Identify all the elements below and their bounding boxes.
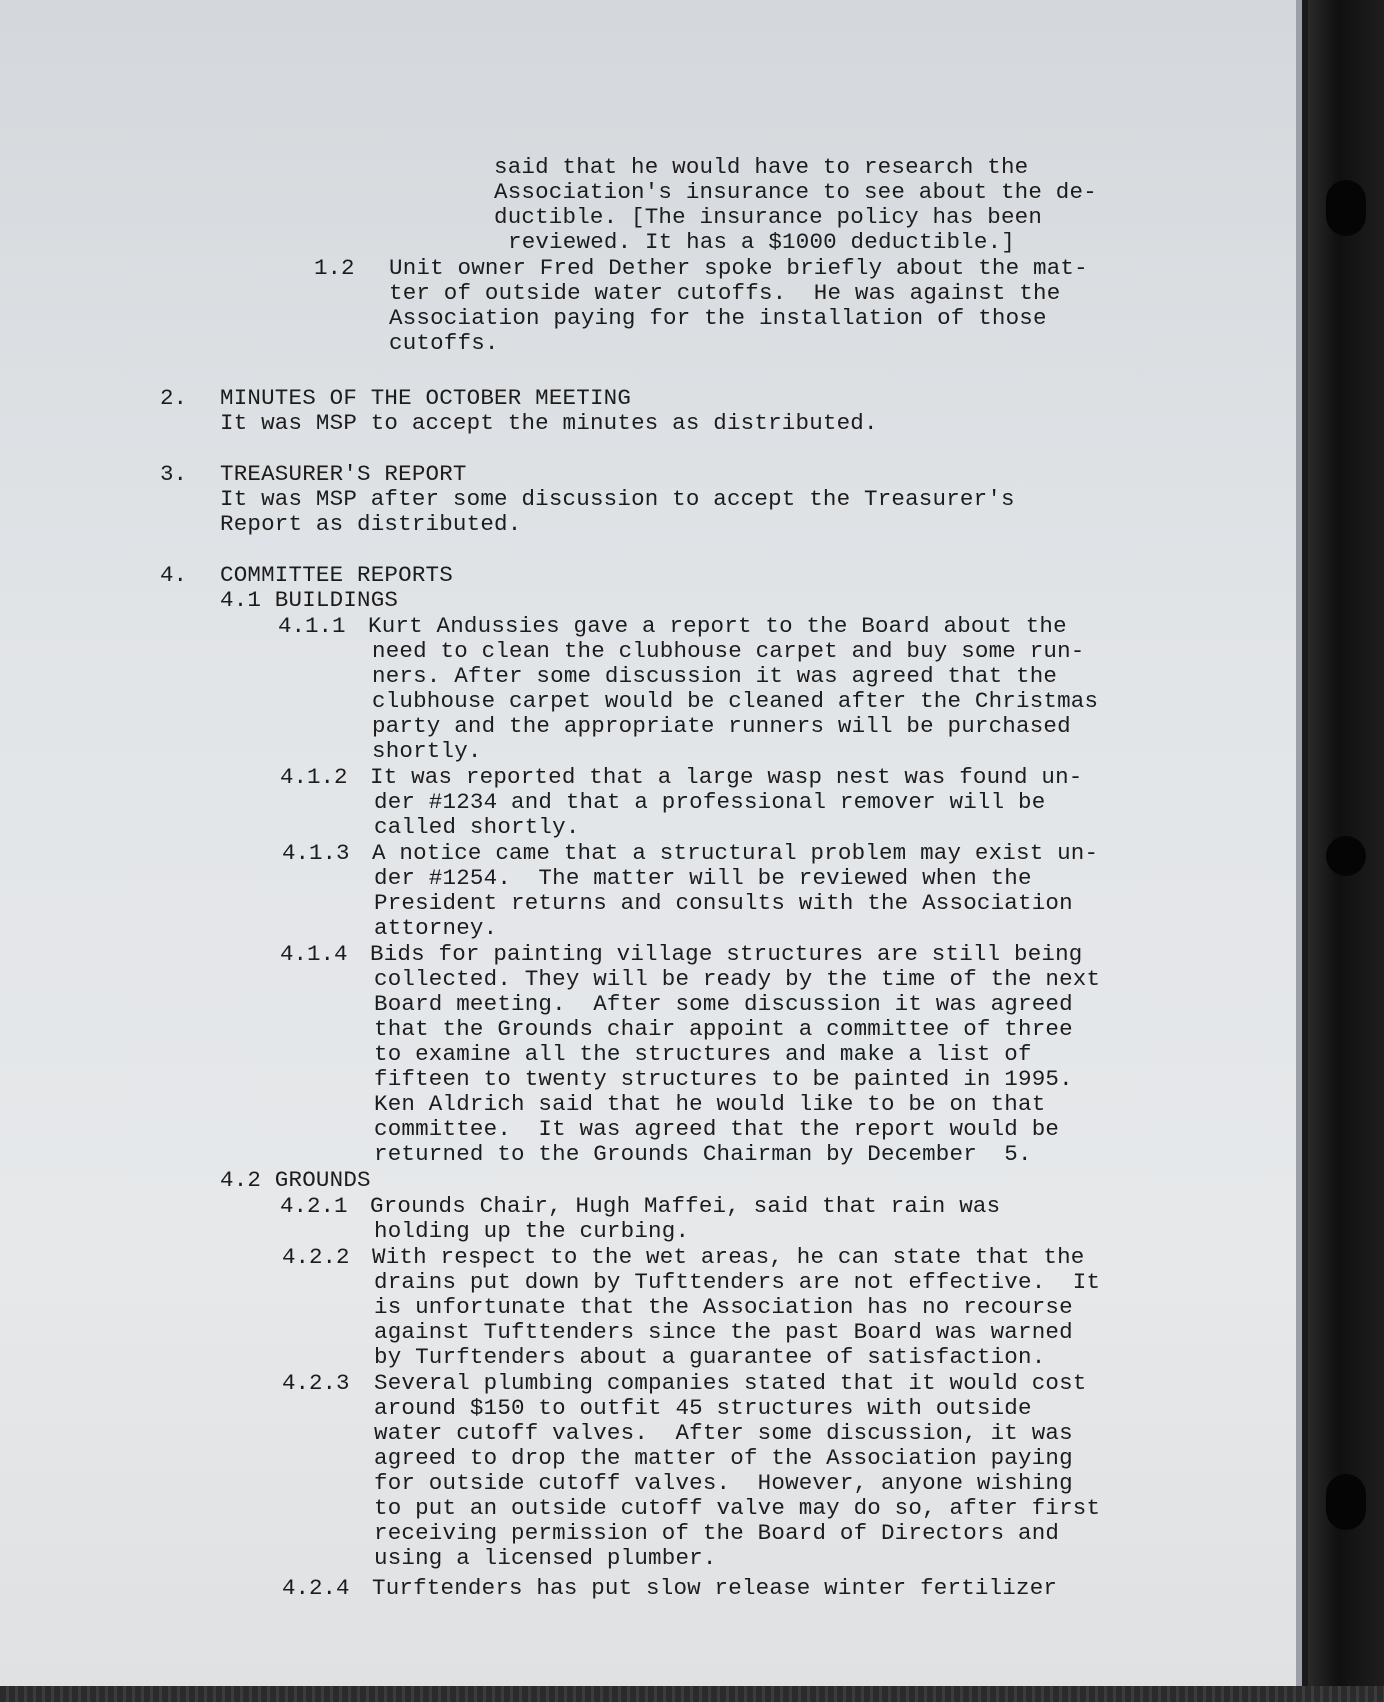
text-line: for outside cutoff valves. However, anyone wishing: [374, 1470, 1073, 1496]
text-line: Grounds Chair, Hugh Maffei, said that rain was: [370, 1193, 1001, 1219]
text-line: President returns and consults with the Association: [374, 890, 1073, 916]
text-line: to put an outside cutoff valve may do so, after first: [374, 1495, 1101, 1521]
text-line: to examine all the structures and make a list of: [374, 1041, 1032, 1067]
text-line: Ken Aldrich said that he would like to be on that: [374, 1091, 1046, 1117]
item-number: 4.2.3: [282, 1370, 350, 1396]
text-line: party and the appropriate runners will be purchased: [372, 713, 1071, 739]
text-line: ners. After some discussion it was agreed that the: [372, 663, 1058, 689]
item-number: 4.1.4: [280, 941, 348, 967]
text-line: Unit owner Fred Dether spoke briefly about the mat-: [389, 255, 1088, 281]
text-line: by Turftenders about a guarantee of satisfaction.: [374, 1344, 1046, 1370]
subsection-heading: 4.2 GROUNDS: [220, 1167, 371, 1193]
text-line: Bids for painting village structures are still being: [370, 941, 1083, 967]
text-line: It was MSP to accept the minutes as distributed.: [220, 410, 878, 436]
text-line: der #1234 and that a professional remover will be: [374, 789, 1046, 815]
text-line: using a licensed plumber.: [374, 1545, 717, 1571]
text-line: ter of outside water cutoffs. He was against the: [389, 280, 1061, 306]
section-heading: COMMITTEE REPORTS: [220, 562, 453, 588]
item-number: 4.1.3: [282, 840, 350, 866]
text-line: ductible. [The insurance policy has been: [494, 204, 1043, 230]
text-line: water cutoff valves. After some discussion, it was: [374, 1420, 1073, 1446]
item-number: 1.2: [314, 255, 355, 281]
item-number: 4.2.1: [280, 1193, 348, 1219]
text-line: around $150 to outfit 45 structures with outside: [374, 1395, 1032, 1421]
text-line: returned to the Grounds Chairman by December 5.: [374, 1141, 1032, 1167]
text-line: With respect to the wet areas, he can state that the: [372, 1244, 1085, 1270]
text-line: A notice came that a structural problem may exist un-: [372, 840, 1099, 866]
text-line: holding up the curbing.: [374, 1218, 690, 1244]
text-line: It was reported that a large wasp nest was found un-: [370, 764, 1083, 790]
text-line: attorney.: [374, 915, 498, 941]
text-line: Kurt Andussies gave a report to the Board about the: [368, 613, 1067, 639]
section-heading: MINUTES OF THE OCTOBER MEETING: [220, 385, 632, 411]
text-line: drains put down by Tufttenders are not effective. It: [374, 1269, 1101, 1295]
binder-bottom-edge: [0, 1686, 1384, 1702]
item-number: 4.2.2: [282, 1244, 350, 1270]
text-line: committee. It was agreed that the report would be: [374, 1116, 1060, 1142]
text-line: Association's insurance to see about the de-: [494, 179, 1097, 205]
text-line: that the Grounds chair appoint a committee of three: [374, 1016, 1073, 1042]
text-line: Report as distributed.: [220, 511, 522, 537]
item-number: 4.1.1: [278, 613, 346, 639]
section-number: 2.: [160, 385, 188, 411]
text-line: Turftenders has put slow release winter fertilizer: [372, 1575, 1058, 1601]
text-line: called shortly.: [374, 814, 580, 840]
text-line: said that he would have to research the: [494, 154, 1029, 180]
text-line: Board meeting. After some discussion it was agreed: [374, 991, 1073, 1017]
punch-hole-middle: [1326, 836, 1366, 876]
text-line: receiving permission of the Board of Directors and: [374, 1520, 1060, 1546]
text-line: der #1254. The matter will be reviewed when the: [374, 865, 1032, 891]
text-line: against Tufttenders since the past Board was warned: [374, 1319, 1073, 1345]
text-line: Association paying for the installation of those: [389, 305, 1047, 331]
item-number: 4.1.2: [280, 764, 348, 790]
text-line: Several plumbing companies stated that it would cost: [374, 1370, 1087, 1396]
text-line: is unfortunate that the Association has no recourse: [374, 1294, 1073, 1320]
section-number: 3.: [160, 461, 188, 487]
section-heading: TREASURER'S REPORT: [220, 461, 467, 487]
punch-hole-bottom: [1326, 1474, 1366, 1530]
punch-hole-top: [1326, 180, 1366, 236]
text-line: cutoffs.: [389, 330, 499, 356]
section-number: 4.: [160, 562, 188, 588]
subsection-heading: 4.1 BUILDINGS: [220, 587, 399, 613]
text-line: agreed to drop the matter of the Association paying: [374, 1445, 1073, 1471]
text-line: fifteen to twenty structures to be painted in 1995.: [374, 1066, 1073, 1092]
item-number: 4.2.4: [282, 1575, 350, 1601]
text-line: shortly.: [372, 738, 482, 764]
text-line: It was MSP after some discussion to accept the Treasurer's: [220, 486, 1015, 512]
text-line: reviewed. It has a $1000 deductible.]: [508, 229, 1015, 255]
text-line: clubhouse carpet would be cleaned after the Christmas: [372, 688, 1099, 714]
text-line: need to clean the clubhouse carpet and buy some run-: [372, 638, 1085, 664]
text-line: collected. They will be ready by the time of the next: [374, 966, 1101, 992]
